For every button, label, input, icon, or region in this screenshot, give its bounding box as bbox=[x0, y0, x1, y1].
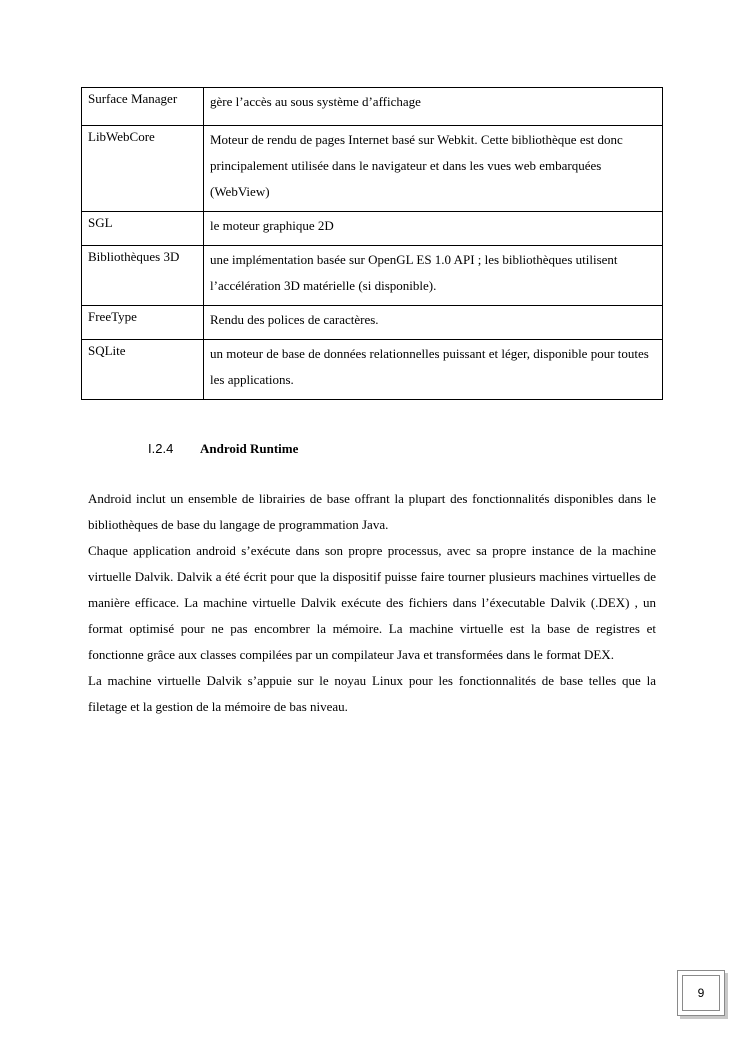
section-number: I.2.4 bbox=[148, 441, 174, 456]
table-row bbox=[82, 212, 663, 246]
table-row bbox=[82, 126, 663, 212]
table-row bbox=[82, 306, 663, 340]
table-row bbox=[82, 88, 663, 126]
library-description: le moteur graphique 2D bbox=[204, 212, 663, 246]
library-description: une implémentation basée sur OpenGL ES 1.0 API ; les bibliothèques utilisent l’accélération 3D matérielle (si disponible). bbox=[204, 246, 663, 306]
library-name: Bibliothèques 3D bbox=[82, 246, 204, 306]
section-title: Android Runtime bbox=[200, 441, 299, 456]
library-description: gère l’accès au sous système d’affichage bbox=[204, 88, 663, 126]
section-heading bbox=[148, 441, 298, 457]
paragraph: Android inclut un ensemble de librairies de base offrant la plupart des fonctionnalités disponibles dans le bibliothèques de base du langage de programmation Java. bbox=[88, 491, 656, 532]
paragraph: La machine virtuelle Dalvik s’appuie sur le noyau Linux pour les fonctionnalités de base telles que la filetage et la gestion de la mémoire de bas niveau. bbox=[88, 673, 656, 714]
library-description: Moteur de rendu de pages Internet basé sur Webkit. Cette bibliothèque est donc principalement utilisée dans le navigateur et dans les vues web embarquées (WebView) bbox=[204, 126, 663, 212]
table-row bbox=[82, 246, 663, 306]
section-body bbox=[88, 486, 656, 720]
page-number: 9 bbox=[682, 975, 720, 1011]
library-description: Rendu des polices de caractères. bbox=[204, 306, 663, 340]
libraries-table bbox=[81, 87, 663, 400]
library-name: SQLite bbox=[82, 340, 204, 400]
table-row bbox=[82, 340, 663, 400]
library-name: Surface Manager bbox=[82, 88, 204, 126]
page-number-box bbox=[677, 970, 725, 1016]
library-description: un moteur de base de données relationnelles puissant et léger, disponible pour toutes les applications. bbox=[204, 340, 663, 400]
library-name: FreeType bbox=[82, 306, 204, 340]
library-name: LibWebCore bbox=[82, 126, 204, 212]
paragraph: Chaque application android s’exécute dans son propre processus, avec sa propre instance de la machine virtuelle Dalvik. Dalvik a été écrit pour que la dispositif puisse faire tourner plusieurs machines virtuelles de manière efficace. La machine virtuelle Dalvik exécute des fichiers dans l’éxecutable Dalvik (.DEX) , un format optimisé pour ne pas encombrer la mémoire. La machine virtuelle est la base de registres et fonctionne grâce aux classes compilées par un compilateur Java et transformées dans le format DEX. bbox=[88, 543, 656, 662]
library-name: SGL bbox=[82, 212, 204, 246]
